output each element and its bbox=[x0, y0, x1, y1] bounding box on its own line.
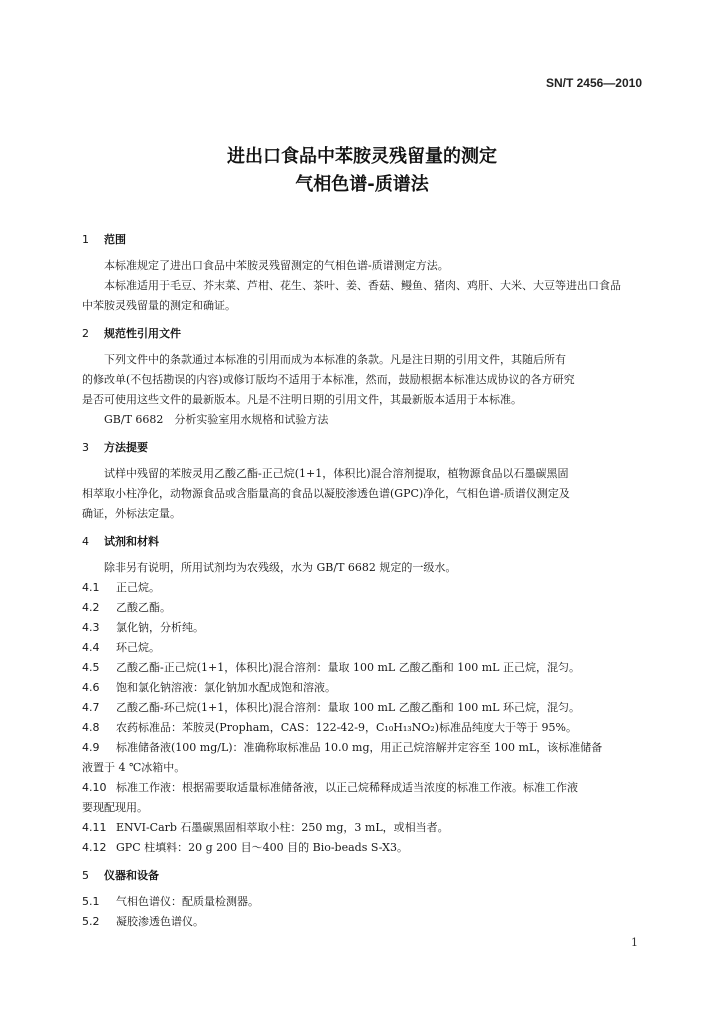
paragraph: 试样中残留的苯胺灵用乙酸乙酯-正己烷(1+1，体积比)混合溶剂提取，植物源食品以石墨碳黑固 bbox=[104, 467, 569, 480]
section-number: 3 bbox=[82, 441, 89, 454]
section-heading-reagents bbox=[82, 534, 642, 550]
page-number: 1 bbox=[631, 936, 638, 949]
paragraph-continuation: 相萃取小柱净化，动物源食品或含脂量高的食品以凝胶渗透色谱(GPC)净化，气相色谱-质谱仪测定及 bbox=[82, 487, 570, 500]
section-heading-method-summary bbox=[82, 440, 642, 456]
reference-entry: GB/T 6682 分析实验室用水规格和试验方法 bbox=[104, 413, 329, 426]
item-text: 标准储备液(100 mg/L)：准确称取标准品 10.0 mg，用正己烷溶解并定容至 100 mL，该标准储备 bbox=[116, 741, 603, 754]
item-number: 4.10 bbox=[82, 781, 107, 794]
item-number: 4.3 bbox=[82, 621, 100, 634]
item-text: 气相色谱仪：配质量检测器。 bbox=[116, 895, 259, 908]
list-item bbox=[82, 718, 642, 738]
section-number: 4 bbox=[82, 535, 89, 548]
section-heading-apparatus bbox=[82, 868, 642, 884]
list-item bbox=[82, 838, 642, 858]
item-continuation: 要现配现用。 bbox=[82, 801, 148, 814]
section-heading-normative-references bbox=[82, 326, 642, 342]
item-text: ENVI-Carb 石墨碳黑固相萃取小柱：250 mg，3 mL，或相当者。 bbox=[116, 821, 449, 834]
item-number: 4.8 bbox=[82, 721, 100, 734]
list-item bbox=[82, 892, 642, 912]
item-text: 乙酸乙酯-正己烷(1+1，体积比)混合溶剂：量取 100 mL 乙酸乙酯和 100 mL 正己烷，混匀。 bbox=[116, 661, 580, 674]
item-number: 4.4 bbox=[82, 641, 100, 654]
paragraph: 除非另有说明，所用试剂均为农残级，水为 GB/T 6682 规定的一级水。 bbox=[104, 561, 457, 574]
paragraph: 下列文件中的条款通过本标准的引用而成为本标准的条款。凡是注日期的引用文件，其随后所有 bbox=[104, 353, 566, 366]
list-item bbox=[82, 658, 642, 678]
item-number: 4.1 bbox=[82, 581, 100, 594]
list-item bbox=[82, 818, 642, 838]
list-item bbox=[82, 618, 642, 638]
list-item bbox=[82, 912, 642, 932]
item-text: 正己烷。 bbox=[116, 581, 160, 594]
section-title: 仪器和设备 bbox=[104, 869, 159, 882]
section-number: 1 bbox=[82, 233, 89, 246]
item-number: 4.5 bbox=[82, 661, 100, 674]
item-text: 乙酸乙酯-环己烷(1+1，体积比)混合溶剂：量取 100 mL 乙酸乙酯和 100 mL 环己烷，混匀。 bbox=[116, 701, 580, 714]
item-number: 4.12 bbox=[82, 841, 107, 854]
section-title: 方法提要 bbox=[104, 441, 148, 454]
section-title: 范围 bbox=[104, 233, 126, 246]
list-item bbox=[82, 578, 642, 598]
document-body bbox=[82, 232, 642, 932]
paragraph-continuation: 确证，外标法定量。 bbox=[82, 507, 181, 520]
list-item bbox=[82, 598, 642, 618]
item-text: 饱和氯化钠溶液：氯化钠加水配成饱和溶液。 bbox=[116, 681, 336, 694]
list-item bbox=[82, 778, 642, 798]
list-item bbox=[82, 638, 642, 658]
item-number: 5.2 bbox=[82, 915, 100, 928]
item-number: 5.1 bbox=[82, 895, 100, 908]
document-subtitle: 气相色谱-质谱法 bbox=[295, 174, 429, 195]
list-item bbox=[82, 678, 642, 698]
item-text: 凝胶渗透色谱仪。 bbox=[116, 915, 204, 928]
section-title: 规范性引用文件 bbox=[104, 327, 181, 340]
item-text: GPC 柱填料：20 g 200 目～400 目的 Bio-beads S-X3。 bbox=[116, 841, 408, 854]
paragraph: 本标准适用于毛豆、芥末菜、芦柑、花生、茶叶、姜、香菇、鳗鱼、猪肉、鸡肝、大米、大豆等进出口食品 bbox=[104, 279, 621, 292]
item-number: 4.7 bbox=[82, 701, 100, 714]
list-item bbox=[82, 738, 642, 758]
paragraph: 本标准规定了进出口食品中苯胺灵残留测定的气相色谱-质谱测定方法。 bbox=[104, 259, 449, 272]
item-number: 4.6 bbox=[82, 681, 100, 694]
section-number: 5 bbox=[82, 869, 89, 882]
item-text: 环己烷。 bbox=[116, 641, 160, 654]
document-title: 进出口食品中苯胺灵残留量的测定 bbox=[227, 146, 497, 167]
item-text: 标准工作液：根据需要取适量标准储备液，以正己烷稀释成适当浓度的标准工作液。标准工作液 bbox=[116, 781, 578, 794]
paragraph-continuation: 中苯胺灵残留量的测定和确证。 bbox=[82, 299, 236, 312]
list-item bbox=[82, 698, 642, 718]
paragraph-continuation: 是否可使用这些文件的最新版本。凡是不注明日期的引用文件，其最新版本适用于本标准。 bbox=[82, 393, 522, 406]
item-text: 乙酸乙酯。 bbox=[116, 601, 171, 614]
section-number: 2 bbox=[82, 327, 89, 340]
item-continuation: 液置于 4 ℃冰箱中。 bbox=[82, 761, 186, 774]
item-text: 农药标准品：苯胺灵(Propham，CAS：122-42-9，C₁₀H₁₃NO₂)标准品纯度大于等于 95%。 bbox=[116, 721, 577, 734]
item-number: 4.11 bbox=[82, 821, 107, 834]
item-number: 4.2 bbox=[82, 601, 100, 614]
section-title: 试剂和材料 bbox=[104, 535, 159, 548]
item-number: 4.9 bbox=[82, 741, 100, 754]
paragraph-continuation: 的修改单(不包括勘误的内容)或修订版均不适用于本标准，然而，鼓励根据本标准达成协议的各方研究 bbox=[82, 373, 575, 386]
section-heading-scope bbox=[82, 232, 642, 248]
item-text: 氯化钠，分析纯。 bbox=[116, 621, 204, 634]
standard-code: SN/T 2456—2010 bbox=[545, 76, 642, 90]
